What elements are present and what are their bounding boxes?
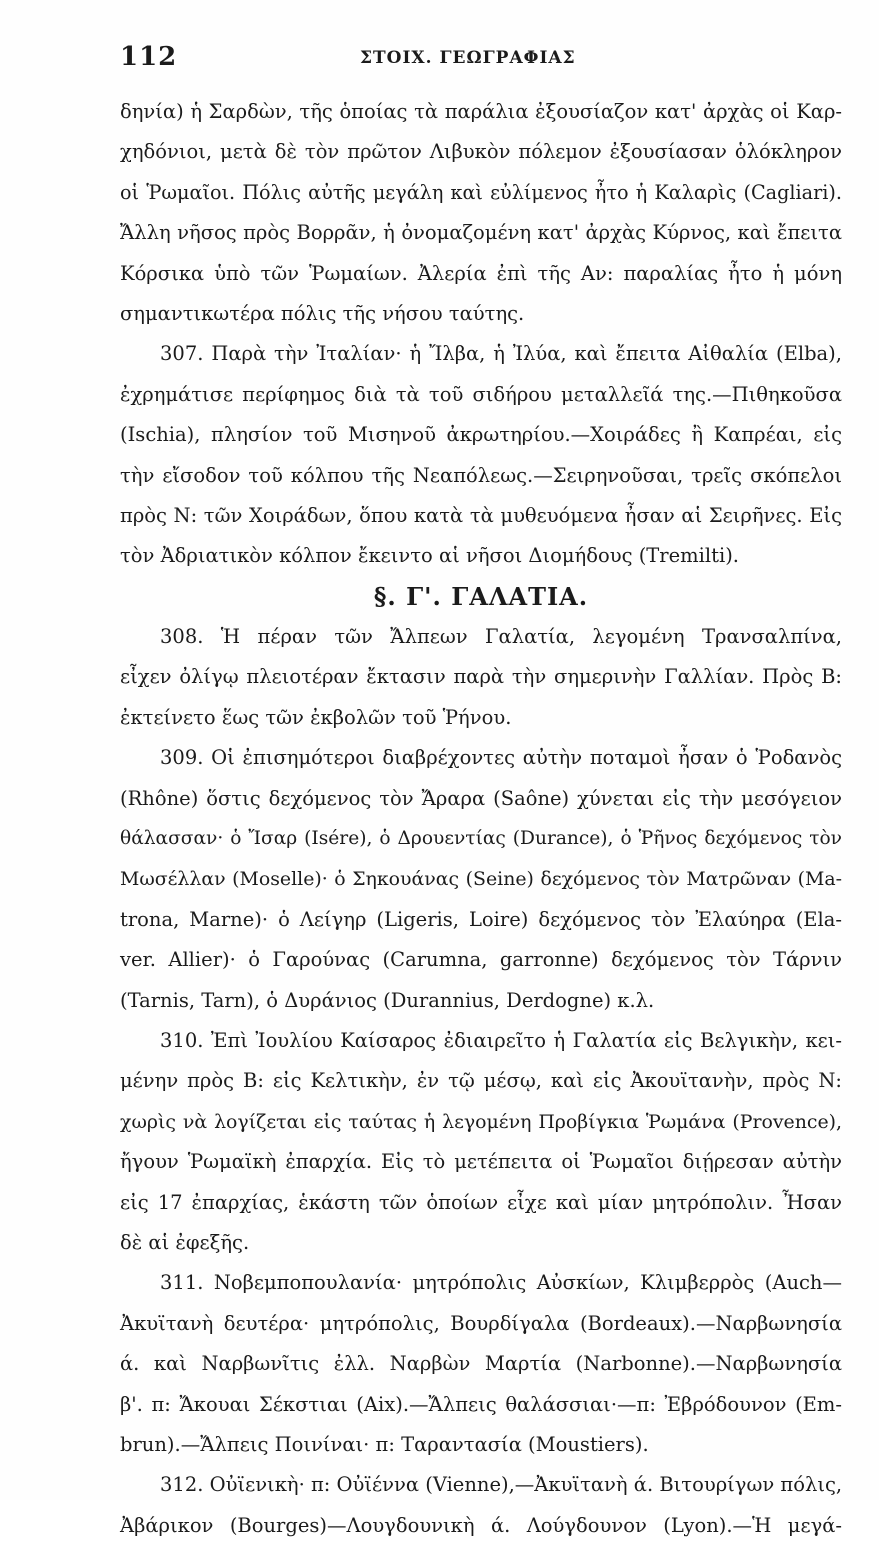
body-text — [120, 92, 842, 1546]
text-line: ἐκτείνετο ἕως τῶν ἐκβολῶν τοῦ Ῥήνου. — [120, 705, 512, 729]
section-heading: §. Γ'. ΓΑΛΑΤΙΑ. — [373, 581, 589, 611]
text-line: 311. Νοβεμποπουλανία· μητρόπολις Αὐσκίων, Κλιμβερρὸς (Auch— — [160, 1271, 842, 1295]
text-line: θάλασσαν· ὁ Ἴσαρ (Isére), ὁ Δρουεντίας (Durance), ὁ Ῥῆνος δεχόμενος τὸν — [120, 828, 842, 850]
text-line: Ἄλλη νῆσος πρὸς Βορρᾶν, ἡ ὀνομαζομένη κατ' ἀρχὰς Κύρνος, καὶ ἔπειτα — [120, 221, 842, 245]
text-line: ἐχρημάτισε περίφημος διὰ τὰ τοῦ σιδήρου μεταλλεῖά της.—Πιθηκοῦσα — [120, 382, 842, 406]
text-line: οἱ Ῥωμαῖοι. Πόλις αὐτῆς μεγάλη καὶ εὐλίμενος ἦτο ἡ Καλαρὶς (Cagliari). — [120, 180, 842, 204]
text-line: χωρὶς νὰ λογίζεται εἰς ταύτας ἡ λεγομένη Προβίγκια Ῥωμάνα (Provence), — [120, 1110, 842, 1133]
text-line: Ἀκυϊτανὴ δευτέρα· μητρόπολις, Βουρδίγαλα (Bordeaux).—Ναρβωνησία — [120, 1311, 842, 1335]
text-line: Μωσέλλαν (Moselle)· ὁ Σηκουάνας (Seine) δεχόμενος τὸν Ματρῶναν (Ma- — [120, 868, 842, 891]
text-line: (Tarnis, Tarn), ὁ Δυράνιος (Durannius, Derdogne) κ.λ. — [120, 988, 655, 1012]
text-line: 310. Ἐπὶ Ἰουλίου Καίσαρος ἐδιαιρεῖτο ἡ Γαλατία εἰς Βελγικὴν, κει- — [160, 1028, 842, 1052]
text-line: χηδόνιοι, μετὰ δὲ τὸν πρῶτον Λιβυκὸν πόλεμον ἐξουσίασαν ὁλόκληρον — [120, 140, 842, 164]
text-line: ver. Allier)· ὁ Γαρούνας (Carumna, garronne) δεχόμενος τὸν Τάρνιν — [120, 948, 842, 972]
text-line: πρὸς Ν: τῶν Χοιράδων, ὅπου κατὰ τὰ μυθευόμενα ἦσαν αἱ Σειρῆνες. Εἰς — [120, 503, 842, 527]
text-line: εἰς 17 ἐπαρχίας, ἑκάστη τῶν ὁποίων εἶχε καὶ μίαν μητρόπολιν. Ἦσαν — [120, 1190, 842, 1214]
running-head: ΣΤΟΙΧ. ΓΕΩΓΡΑΦΙΑΣ — [360, 48, 576, 68]
text-line: τὸν Ἀδριατικὸν κόλπον ἔκειντο αἱ νῆσοι Διομήδους (Tremilti). — [120, 544, 740, 568]
text-line: δὲ αἱ ἐφεξῆς. — [120, 1230, 250, 1254]
text-line: εἶχεν ὀλίγῳ πλειοτέραν ἔκτασιν παρὰ τὴν σημερινὴν Γαλλίαν. Πρὸς Β: — [120, 665, 842, 689]
text-line: trona, Marne)· ὁ Λείγηρ (Ligeris, Loire) δεχόμενος τὸν Ἐλαύηρα (Ela- — [120, 907, 842, 931]
text-line: δηνία) ἡ Σαρδὼν, τῆς ὁποίας τὰ παράλια ἐξουσίαζον κατ' ἀρχὰς οἱ Καρ- — [120, 100, 842, 123]
text-line: Κόρσικα ὑπὸ τῶν Ῥωμαίων. Ἀλερία ἐπὶ τῆς Αν: παραλίας ἦτο ἡ μόνη — [120, 261, 842, 285]
text-line: β'. π: Ἄκουαι Σέκστιαι (Aix).—Ἄλπεις θαλάσσιαι·—π: Ἐβρόδουνον (Em- — [120, 1392, 842, 1416]
text-line: μένην πρὸς Β: εἰς Κελτικὴν, ἐν τῷ μέσῳ, καὶ εἰς Ἀκουϊτανὴν, πρὸς Ν: — [120, 1069, 842, 1093]
text-line: σημαντικωτέρα πόλις τῆς νήσου ταύτης. — [120, 301, 525, 325]
page-number: 112 — [120, 42, 178, 72]
text-line: ἤγουν Ῥωμαϊκὴ ἐπαρχία. Εἰς τὸ μετέπειτα οἱ Ῥωμαῖοι διῄρεσαν αὐτὴν — [120, 1150, 842, 1174]
text-line: 308. Ἡ πέραν τῶν Ἄλπεων Γαλατία, λεγομένη Τρανσαλπίνα, — [160, 625, 842, 649]
text-line: ά. καὶ Ναρβωνῖτις ἐλλ. Ναρβὼν Μαρτία (Narbonne).—Ναρβωνησία — [120, 1352, 842, 1376]
text-line: 309. Οἱ ἐπισημότεροι διαβρέχοντες αὐτὴν ποταμοὶ ἦσαν ὁ Ῥοδανὸς — [160, 746, 842, 770]
text-line: 307. Παρὰ τὴν Ἰταλίαν· ἡ Ἴλβα, ἡ Ἰλύα, καὶ ἔπειτα Αἰθαλία (Elba), — [160, 342, 842, 366]
text-line: Ἀβάρικον (Bourges)—Λουγδουνικὴ ά. Λούγδουνον (Lyon).—Ἡ μεγά- — [120, 1513, 842, 1537]
page-header — [120, 42, 760, 82]
text-line: brun).—Ἄλπεις Ποινίναι· π: Ταραντασία (Moustiers). — [120, 1432, 649, 1456]
text-line: (Ischia), πλησίον τοῦ Μισηνοῦ ἀκρωτηρίου.—Χοιράδες ἢ Καπρέαι, εἰς — [120, 423, 842, 447]
text-line: τὴν εἴσοδον τοῦ κόλπου τῆς Νεαπόλεως.—Σειρηνοῦσαι, τρεῖς σκόπελοι — [120, 463, 842, 487]
text-line: 312. Οὐϊενικὴ· π: Οὐϊέννα (Vienne),—Ἀκυϊτανὴ ά. Βιτουρίγων πόλις, — [160, 1473, 843, 1497]
text-line: (Rhône) ὅστις δεχόμενος τὸν Ἄραρα (Saône) χύνεται εἰς τὴν μεσόγειον — [120, 786, 842, 810]
